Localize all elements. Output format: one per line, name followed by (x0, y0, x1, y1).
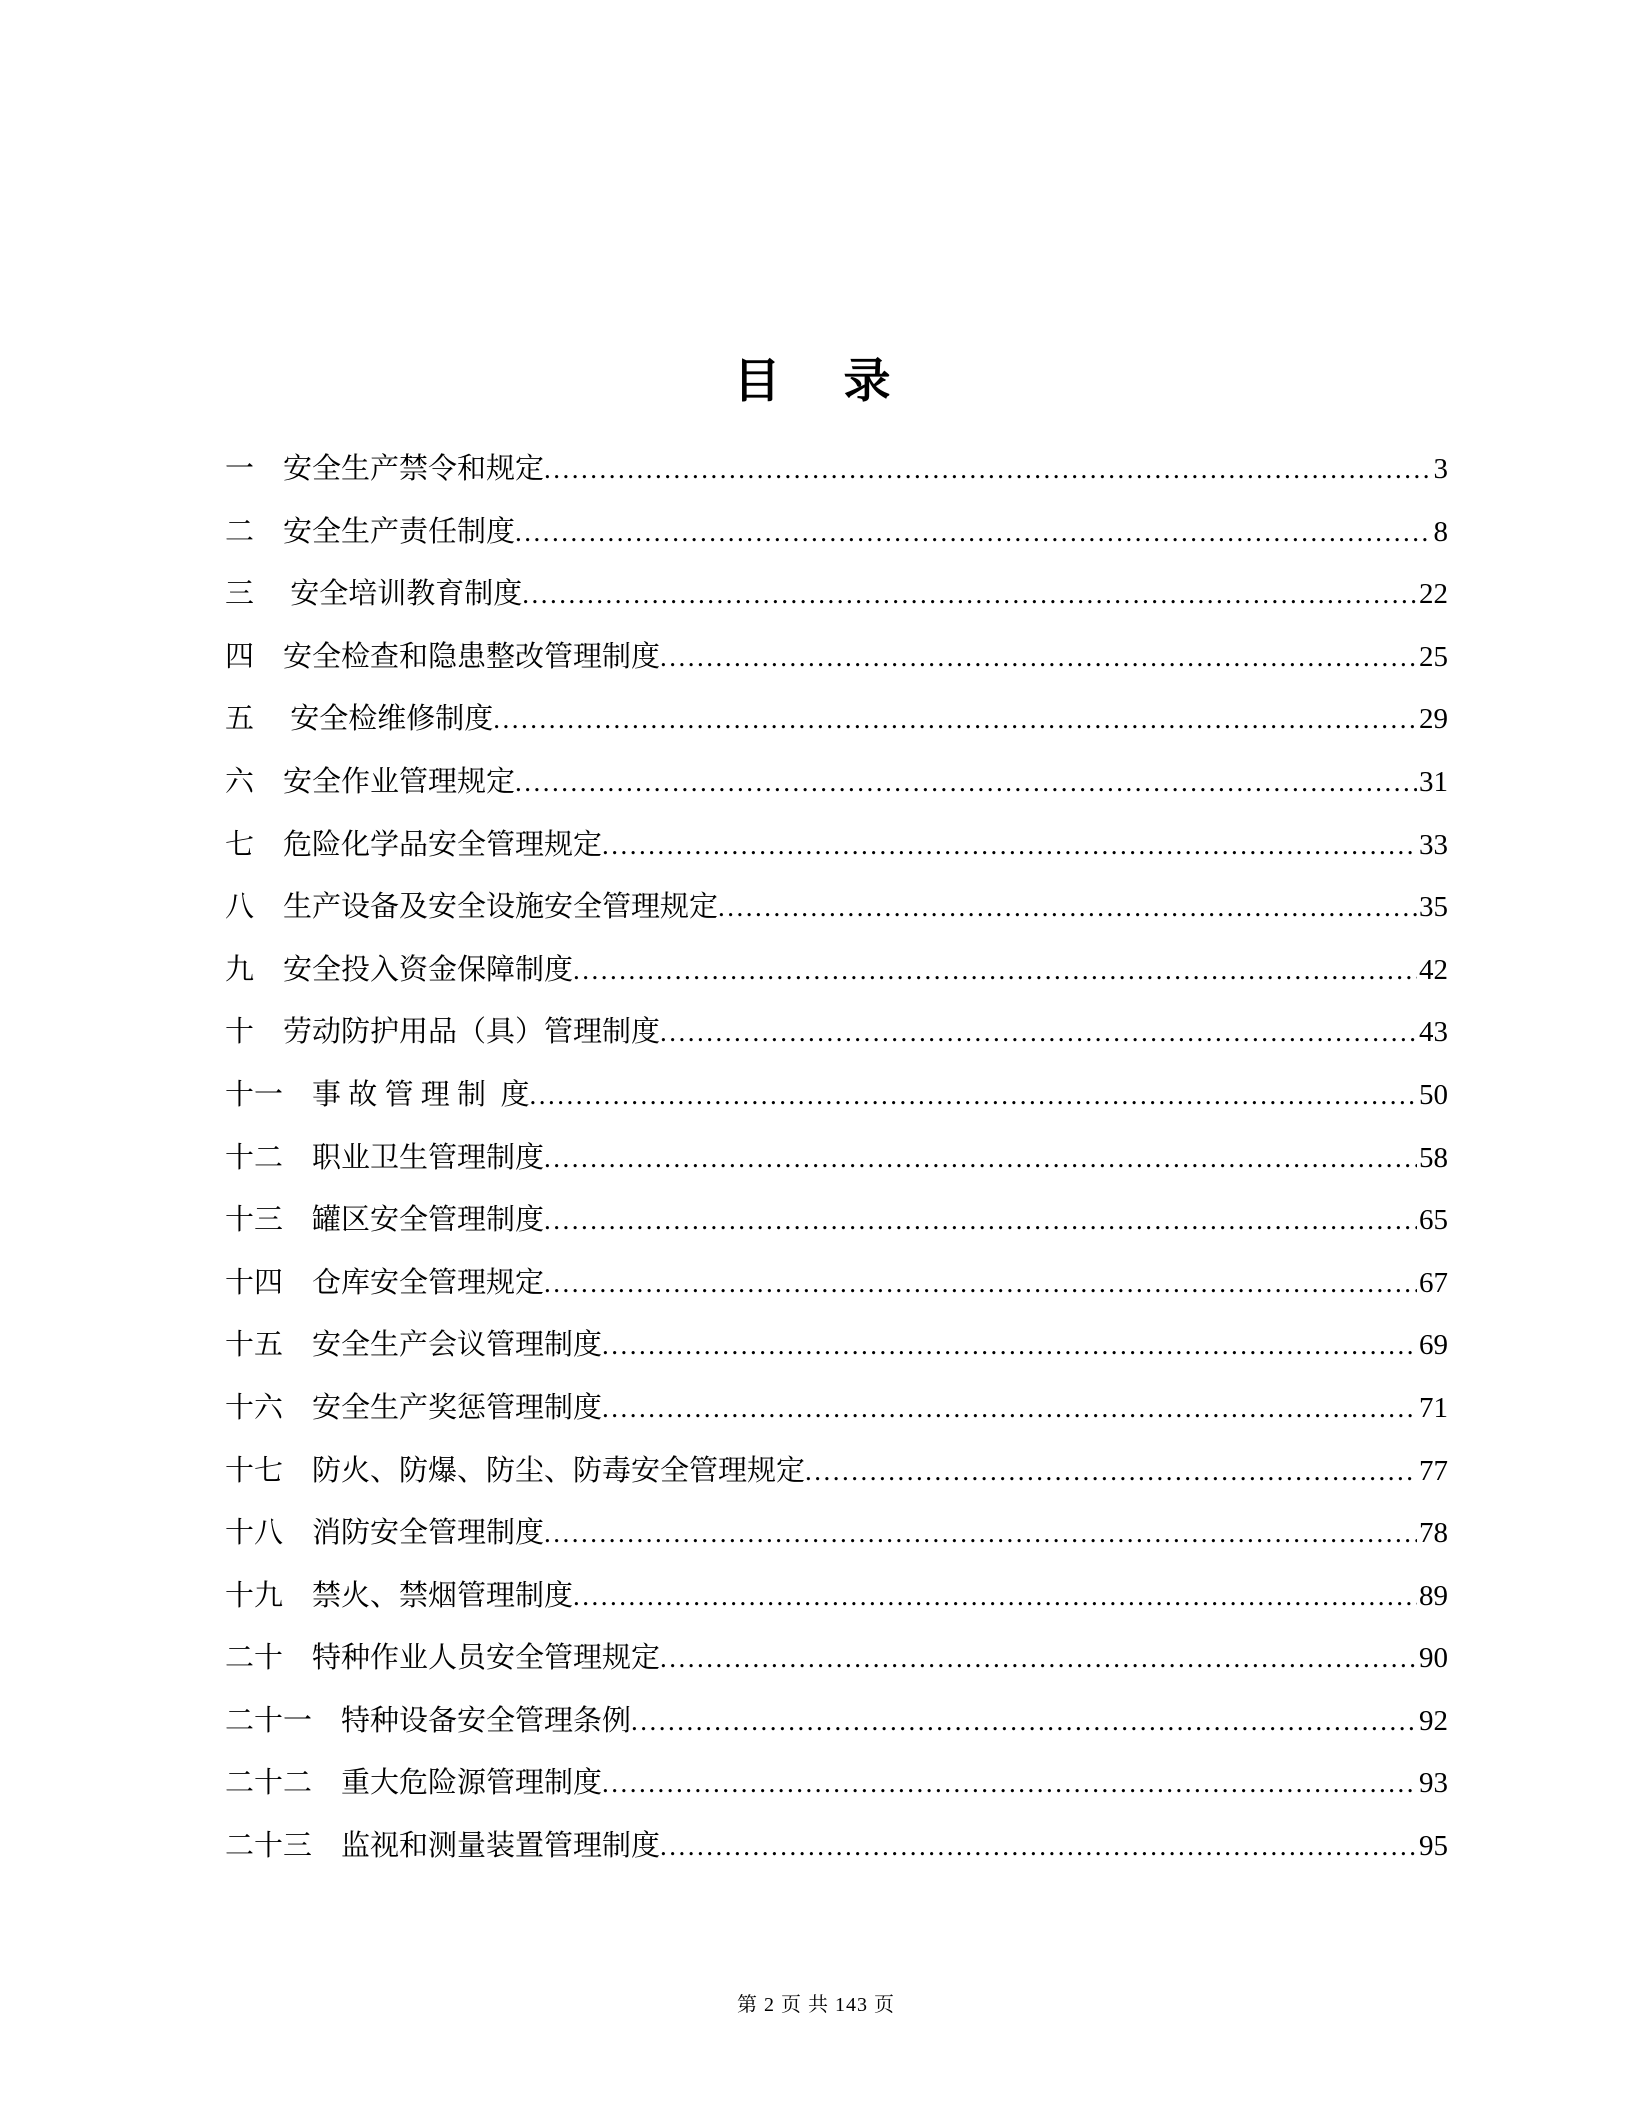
toc-entry-label: 十七 防火、防爆、防尘、防毒安全管理规定 (225, 1454, 806, 1487)
toc-entry-page: 3 (1433, 453, 1448, 485)
toc-entry-page: 33 (1419, 828, 1448, 861)
toc-entry-page: 67 (1419, 1266, 1448, 1299)
toc-entry[interactable] (225, 1565, 1448, 1628)
toc-entry[interactable] (225, 876, 1448, 939)
toc-entry-page: 65 (1419, 1204, 1448, 1237)
toc-entry-label: 二十三 监视和测量装置管理制度 (225, 1830, 661, 1863)
toc-entry-label: 二十一 特种设备安全管理条例 (225, 1704, 632, 1737)
toc-entry-page: 95 (1419, 1830, 1448, 1863)
toc-entry[interactable] (225, 1377, 1448, 1440)
toc-entry-label: 三 安全培训教育制度 (225, 578, 523, 611)
toc-leader-dots (493, 688, 1417, 751)
toc-leader-dots (530, 1064, 1417, 1127)
toc-leader-dots (544, 1502, 1417, 1565)
toc-leader-dots (660, 626, 1417, 689)
toc-entry-label: 十 劳动防护用品（具）管理制度 (225, 1016, 661, 1049)
toc-leader-dots (660, 1001, 1417, 1064)
toc-leader-dots (660, 1815, 1417, 1878)
page-footer: 第 2 页 共 143 页 (737, 1994, 895, 2016)
toc-entry[interactable] (225, 1127, 1448, 1190)
toc-entry-label: 四 安全检查和隐患整改管理制度 (225, 640, 661, 673)
toc-entry[interactable] (225, 688, 1448, 751)
toc-leader-dots (660, 1627, 1417, 1690)
toc-leader-dots (544, 1189, 1417, 1252)
toc-entry-label: 十五 安全生产会议管理制度 (225, 1329, 603, 1362)
toc-entry-page: 90 (1419, 1642, 1448, 1675)
toc-list (0, 438, 1632, 1878)
toc-entry-label: 二十 特种作业人员安全管理规定 (225, 1642, 661, 1675)
toc-entry[interactable] (225, 1502, 1448, 1565)
toc-entry[interactable] (225, 563, 1448, 626)
toc-leader-dots (718, 876, 1417, 939)
toc-entry-label: 七 危险化学品安全管理规定 (225, 828, 603, 861)
toc-entry-label: 六 安全作业管理规定 (225, 765, 516, 798)
toc-entry[interactable] (225, 626, 1448, 689)
toc-leader-dots (805, 1440, 1417, 1503)
toc-entry-page: 43 (1419, 1016, 1448, 1049)
toc-entry[interactable] (225, 1627, 1448, 1690)
toc-entry-page: 50 (1419, 1078, 1448, 1111)
toc-entry[interactable] (225, 1252, 1448, 1315)
toc-entry[interactable] (225, 1690, 1448, 1753)
toc-entry[interactable] (225, 1440, 1448, 1503)
toc-entry-label: 十八 消防安全管理制度 (225, 1517, 545, 1550)
toc-entry-page: 93 (1419, 1767, 1448, 1800)
toc-entry[interactable] (225, 1314, 1448, 1377)
toc-leader-dots (602, 814, 1417, 877)
toc-entry[interactable] (225, 814, 1448, 877)
page-title: 目 录 (733, 356, 899, 408)
toc-entry[interactable] (225, 1752, 1448, 1815)
toc-leader-dots (573, 1565, 1417, 1628)
toc-entry-page: 31 (1419, 765, 1448, 798)
toc-entry-label: 十二 职业卫生管理制度 (225, 1141, 545, 1174)
toc-leader-dots (544, 1127, 1417, 1190)
toc-entry-page: 8 (1433, 515, 1448, 548)
toc-entry-page: 22 (1419, 578, 1448, 611)
toc-leader-dots (515, 751, 1417, 814)
toc-entry-label: 十三 罐区安全管理制度 (225, 1204, 545, 1237)
toc-entry-page: 58 (1419, 1141, 1448, 1174)
toc-entry-label: 十九 禁火、禁烟管理制度 (225, 1579, 574, 1612)
toc-entry[interactable] (225, 939, 1448, 1002)
toc-leader-dots (602, 1377, 1417, 1440)
toc-entry-page: 25 (1419, 640, 1448, 673)
toc-leader-dots (602, 1314, 1417, 1377)
toc-entry[interactable] (225, 1001, 1448, 1064)
toc-entry-label: 一 安全生产禁令和规定 (225, 453, 545, 485)
toc-entry-page: 77 (1419, 1454, 1448, 1487)
toc-leader-dots (631, 1690, 1417, 1753)
toc-leader-dots (573, 939, 1417, 1002)
toc-entry-label: 九 安全投入资金保障制度 (225, 953, 574, 986)
toc-leader-dots (544, 1252, 1417, 1315)
toc-entry[interactable] (225, 501, 1448, 564)
toc-entry-label: 二十二 重大危险源管理制度 (225, 1767, 603, 1800)
toc-entry-label: 十六 安全生产奖惩管理制度 (225, 1391, 603, 1424)
toc-entry[interactable] (225, 1064, 1448, 1127)
toc-entry[interactable] (225, 438, 1448, 501)
toc-entry-page: 89 (1419, 1579, 1448, 1612)
toc-entry-label: 八 生产设备及安全设施安全管理规定 (225, 891, 719, 924)
toc-entry-page: 69 (1419, 1329, 1448, 1362)
toc-leader-dots (522, 563, 1417, 626)
toc-entry-label: 二 安全生产责任制度 (225, 515, 516, 548)
toc-entry-page: 29 (1419, 703, 1448, 736)
toc-entry-page: 42 (1419, 953, 1448, 986)
toc-entry[interactable] (225, 751, 1448, 814)
toc-entry-page: 78 (1419, 1517, 1448, 1550)
toc-entry[interactable] (225, 1815, 1448, 1878)
toc-entry-page: 35 (1419, 891, 1448, 924)
toc-leader-dots (544, 438, 1431, 501)
toc-leader-dots (515, 501, 1431, 564)
toc-entry-page: 92 (1419, 1704, 1448, 1737)
toc-entry-label: 十四 仓库安全管理规定 (225, 1266, 545, 1299)
toc-entry[interactable] (225, 1189, 1448, 1252)
toc-entry-label: 十一 事 故 管 理 制 度 (225, 1078, 530, 1111)
toc-leader-dots (602, 1752, 1417, 1815)
toc-entry-page: 71 (1419, 1391, 1448, 1424)
toc-entry-label: 五 安全检维修制度 (225, 703, 494, 736)
